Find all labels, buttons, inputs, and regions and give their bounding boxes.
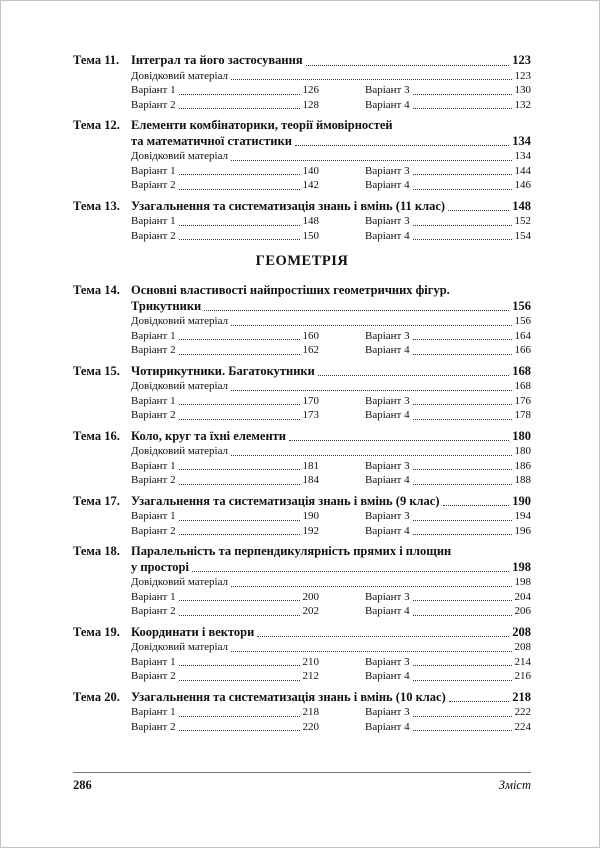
variant-entry bbox=[131, 655, 319, 670]
dot-leader bbox=[179, 509, 300, 521]
variant-label: Варіант 4 bbox=[365, 720, 410, 733]
variant-row bbox=[131, 655, 531, 670]
variant-row bbox=[131, 509, 531, 524]
variant-page-number: 224 bbox=[514, 720, 531, 733]
entry-title-text: Чотирикутники. Багатокутники bbox=[131, 363, 315, 378]
dot-leader bbox=[179, 408, 300, 420]
variant-entry bbox=[365, 164, 531, 179]
variant-page-number: 178 bbox=[514, 409, 531, 421]
variant-label: Варіант 2 bbox=[131, 670, 176, 682]
dot-leader bbox=[449, 690, 510, 703]
reference-page-number: 134 bbox=[514, 150, 531, 162]
entry-theme-label: Тема 20. bbox=[73, 689, 120, 704]
dot-leader bbox=[179, 590, 300, 602]
dot-leader bbox=[318, 364, 509, 377]
reference-row bbox=[131, 379, 531, 394]
variant-label: Варіант 4 bbox=[365, 605, 410, 617]
entry-title-row bbox=[73, 544, 531, 560]
variant-label: Варіант 4 bbox=[365, 409, 410, 421]
variant-page-number: 202 bbox=[302, 605, 319, 617]
variant-entry bbox=[131, 459, 319, 474]
dot-leader bbox=[179, 720, 300, 732]
dot-leader bbox=[231, 69, 511, 81]
variant-entry bbox=[365, 408, 531, 423]
dot-leader bbox=[413, 164, 512, 176]
variant-entry bbox=[131, 229, 319, 244]
variant-label: Варіант 4 bbox=[365, 98, 410, 111]
variant-row bbox=[131, 720, 531, 735]
dot-leader bbox=[231, 379, 511, 391]
variant-entry bbox=[365, 229, 531, 244]
variant-page-number: 132 bbox=[514, 98, 531, 111]
variant-row bbox=[131, 178, 531, 193]
variant-label: Варіант 1 bbox=[131, 706, 176, 718]
dot-leader bbox=[413, 83, 512, 95]
variant-entry bbox=[365, 394, 531, 409]
dot-leader bbox=[231, 575, 511, 587]
reference-page-number: 198 bbox=[514, 576, 531, 588]
variant-entry bbox=[131, 83, 319, 98]
dot-leader bbox=[231, 149, 511, 161]
variant-entry bbox=[131, 214, 319, 229]
variant-label: Варіант 3 bbox=[365, 655, 410, 668]
variant-page-number: 148 bbox=[302, 215, 319, 227]
variant-entry bbox=[365, 590, 531, 605]
entry-title-row bbox=[73, 134, 531, 150]
variant-page-number: 186 bbox=[514, 459, 531, 472]
variant-page-number: 173 bbox=[302, 409, 319, 421]
entry-title-row bbox=[73, 429, 531, 445]
dot-leader bbox=[179, 705, 300, 717]
dot-leader bbox=[413, 655, 512, 667]
variant-row bbox=[131, 214, 531, 229]
dot-leader bbox=[179, 164, 300, 176]
variant-entry bbox=[131, 408, 319, 423]
reference-page-number: 180 bbox=[514, 445, 531, 457]
variant-page-number: 150 bbox=[302, 229, 319, 242]
dot-leader bbox=[413, 394, 512, 406]
dot-leader bbox=[413, 178, 512, 190]
dot-leader bbox=[413, 509, 512, 521]
variant-label: Варіант 4 bbox=[365, 229, 410, 242]
entry-page-number: 123 bbox=[512, 53, 531, 67]
variant-page-number: 181 bbox=[302, 459, 319, 472]
variant-entry bbox=[131, 669, 319, 684]
toc-entry bbox=[73, 544, 531, 619]
dot-leader bbox=[179, 343, 300, 355]
footer-page-number: 286 bbox=[73, 778, 92, 792]
variant-entry bbox=[365, 178, 531, 193]
variant-page-number: 204 bbox=[514, 590, 531, 603]
dot-leader bbox=[179, 83, 300, 95]
variant-page-number: 194 bbox=[514, 510, 531, 522]
dot-leader bbox=[413, 98, 512, 110]
reference-label: Довідковий матеріал bbox=[131, 576, 229, 588]
toc-entry bbox=[73, 429, 531, 488]
variant-entry bbox=[131, 705, 319, 720]
entry-title-text: та математичної статистики bbox=[131, 133, 292, 148]
dot-leader bbox=[257, 625, 509, 638]
entry-page-number: 148 bbox=[512, 198, 531, 213]
toc-entry bbox=[73, 53, 531, 112]
variant-page-number: 200 bbox=[302, 590, 319, 603]
footer-contents-label: Зміст bbox=[498, 778, 531, 792]
variant-entry bbox=[131, 178, 319, 193]
entry-title-text: Узагальнення та систематизація знань і вмінь (10 клас) bbox=[131, 689, 446, 704]
dot-leader bbox=[413, 590, 512, 602]
reference-row bbox=[131, 69, 531, 84]
variant-row bbox=[131, 459, 531, 474]
variant-entry bbox=[131, 509, 319, 524]
variant-label: Варіант 1 bbox=[131, 164, 176, 177]
dot-leader bbox=[179, 178, 300, 190]
dot-leader bbox=[413, 214, 512, 226]
entry-theme-label: Тема 19. bbox=[73, 624, 120, 639]
reference-row bbox=[131, 149, 531, 164]
dot-leader bbox=[179, 655, 300, 667]
variant-label: Варіант 1 bbox=[131, 329, 176, 342]
entry-title-text: Паралельність та перпендикулярність прямих і площин bbox=[131, 544, 452, 558]
entry-title-row bbox=[73, 299, 531, 315]
dot-leader bbox=[231, 314, 511, 326]
variant-row bbox=[131, 604, 531, 619]
variant-label: Варіант 2 bbox=[131, 179, 176, 191]
variant-page-number: 206 bbox=[514, 605, 531, 617]
dot-leader bbox=[179, 229, 300, 241]
variant-row bbox=[131, 473, 531, 488]
toc-entry bbox=[73, 199, 531, 244]
entry-title-text: Інтеграл та його застосування bbox=[131, 53, 303, 67]
variant-label: Варіант 3 bbox=[365, 590, 410, 603]
toc-entry bbox=[73, 494, 531, 539]
entry-page-number: 208 bbox=[512, 624, 531, 639]
dot-leader bbox=[413, 705, 512, 717]
variant-page-number: 196 bbox=[514, 524, 531, 537]
entry-title-text: Основні властивості найпростіших геометричних фігур. bbox=[131, 283, 450, 297]
entry-title-row bbox=[73, 199, 531, 215]
variant-entry bbox=[131, 590, 319, 605]
reference-label: Довідковий матеріал bbox=[131, 380, 229, 392]
entry-title-text: Координати і вектори bbox=[131, 624, 255, 639]
dot-leader bbox=[179, 669, 300, 681]
entry-theme-label: Тема 12. bbox=[73, 118, 120, 132]
variant-label: Варіант 2 bbox=[131, 474, 176, 486]
entry-theme-label: Тема 15. bbox=[73, 363, 120, 378]
variant-label: Варіант 3 bbox=[365, 510, 410, 522]
dot-leader bbox=[179, 329, 300, 341]
variant-page-number: 142 bbox=[302, 179, 319, 191]
entry-theme-label: Тема 11. bbox=[73, 53, 120, 67]
entry-title-row bbox=[73, 118, 531, 134]
entry-page-number: 134 bbox=[512, 133, 531, 148]
variant-entry bbox=[365, 705, 531, 720]
dot-leader bbox=[443, 494, 510, 507]
variant-entry bbox=[365, 473, 531, 488]
variant-label: Варіант 2 bbox=[131, 720, 176, 733]
dot-leader bbox=[413, 604, 512, 616]
variant-row bbox=[131, 229, 531, 244]
entry-title-text: Трикутники bbox=[131, 298, 202, 313]
variant-entry bbox=[365, 669, 531, 684]
variant-page-number: 214 bbox=[514, 655, 531, 668]
variant-page-number: 126 bbox=[302, 84, 319, 96]
variant-label: Варіант 4 bbox=[365, 179, 410, 191]
toc-entry bbox=[73, 625, 531, 684]
section-heading: ГЕОМЕТРІЯ bbox=[255, 253, 349, 269]
variant-page-number: 154 bbox=[514, 229, 531, 242]
reference-row bbox=[131, 314, 531, 329]
variant-entry bbox=[365, 329, 531, 344]
variant-label: Варіант 2 bbox=[131, 409, 176, 421]
variant-page-number: 222 bbox=[514, 706, 531, 718]
entry-title-text: Узагальнення та систематизація знань і вмінь (11 клас) bbox=[131, 198, 446, 213]
variant-label: Варіант 4 bbox=[365, 344, 410, 356]
variant-page-number: 216 bbox=[514, 670, 531, 682]
variant-entry bbox=[365, 509, 531, 524]
variant-entry bbox=[365, 83, 531, 98]
dot-leader bbox=[413, 473, 512, 485]
variant-entry bbox=[365, 214, 531, 229]
dot-leader bbox=[413, 720, 512, 732]
dot-leader bbox=[179, 214, 300, 226]
dot-leader bbox=[295, 134, 509, 147]
table-of-contents bbox=[73, 53, 531, 740]
variant-page-number: 188 bbox=[514, 474, 531, 486]
reference-page-number: 208 bbox=[514, 641, 531, 653]
entry-title-text: Узагальнення та систематизація знань і вмінь (9 клас) bbox=[131, 493, 440, 508]
variant-entry bbox=[365, 524, 531, 539]
variant-label: Варіант 1 bbox=[131, 510, 176, 522]
entry-title-row bbox=[73, 690, 531, 706]
entry-theme-label: Тема 17. bbox=[73, 493, 120, 508]
dot-leader bbox=[179, 98, 300, 110]
entry-title-text: Елементи комбінаторики, теорії ймовірностей bbox=[131, 118, 393, 132]
variant-label: Варіант 2 bbox=[131, 524, 176, 537]
variant-label: Варіант 4 bbox=[365, 670, 410, 682]
dot-leader bbox=[192, 560, 509, 573]
variant-page-number: 146 bbox=[514, 179, 531, 191]
page-footer bbox=[73, 772, 531, 793]
variant-entry bbox=[365, 459, 531, 474]
entry-title-row bbox=[73, 625, 531, 641]
entry-page-number: 156 bbox=[512, 298, 531, 313]
variant-page-number: 152 bbox=[514, 215, 531, 227]
variant-label: Варіант 2 bbox=[131, 229, 176, 242]
variant-label: Варіант 1 bbox=[131, 84, 176, 96]
dot-leader bbox=[413, 669, 512, 681]
reference-page-number: 168 bbox=[514, 380, 531, 392]
variant-entry bbox=[131, 394, 319, 409]
dot-leader bbox=[231, 444, 511, 456]
variant-label: Варіант 4 bbox=[365, 474, 410, 486]
variant-page-number: 170 bbox=[302, 394, 319, 407]
variant-page-number: 128 bbox=[302, 98, 319, 111]
variant-page-number: 220 bbox=[302, 720, 319, 733]
dot-leader bbox=[179, 604, 300, 616]
entry-theme-label: Тема 16. bbox=[73, 428, 120, 443]
variant-label: Варіант 3 bbox=[365, 706, 410, 718]
entry-page-number: 190 bbox=[512, 493, 531, 508]
entry-page-number: 218 bbox=[512, 689, 531, 704]
toc-entry bbox=[73, 118, 531, 193]
variant-label: Варіант 3 bbox=[365, 459, 410, 472]
variant-label: Варіант 1 bbox=[131, 590, 176, 603]
entry-title-row bbox=[73, 494, 531, 510]
variant-page-number: 218 bbox=[302, 706, 319, 718]
entry-title-row bbox=[73, 560, 531, 576]
variant-row bbox=[131, 83, 531, 98]
variant-label: Варіант 3 bbox=[365, 84, 410, 96]
entry-page-number: 180 bbox=[512, 428, 531, 443]
variant-page-number: 130 bbox=[514, 84, 531, 96]
variant-page-number: 190 bbox=[302, 510, 319, 522]
variant-row bbox=[131, 394, 531, 409]
dot-leader bbox=[179, 524, 300, 536]
variant-entry bbox=[131, 604, 319, 619]
dot-leader bbox=[204, 299, 509, 312]
variant-label: Варіант 1 bbox=[131, 459, 176, 472]
reference-row bbox=[131, 640, 531, 655]
variant-entry bbox=[131, 164, 319, 179]
variant-page-number: 166 bbox=[514, 344, 531, 356]
toc-entry bbox=[73, 283, 531, 358]
variant-entry bbox=[131, 98, 319, 113]
entry-theme-label: Тема 13. bbox=[73, 198, 120, 213]
variant-row bbox=[131, 98, 531, 113]
variant-label: Варіант 2 bbox=[131, 344, 176, 356]
entry-theme-label: Тема 18. bbox=[73, 544, 120, 558]
variant-entry bbox=[365, 655, 531, 670]
variant-row bbox=[131, 343, 531, 358]
variant-page-number: 212 bbox=[302, 670, 319, 682]
variant-row bbox=[131, 705, 531, 720]
dot-leader bbox=[179, 459, 300, 471]
reference-row bbox=[131, 575, 531, 590]
reference-label: Довідковий матеріал bbox=[131, 445, 229, 457]
variant-row bbox=[131, 408, 531, 423]
reference-label: Довідковий матеріал bbox=[131, 641, 229, 653]
toc-entry bbox=[73, 690, 531, 735]
entry-page-number: 168 bbox=[512, 363, 531, 378]
dot-leader bbox=[306, 53, 510, 66]
variant-entry bbox=[131, 473, 319, 488]
dot-leader bbox=[413, 459, 512, 471]
variant-page-number: 164 bbox=[514, 329, 531, 342]
dot-leader bbox=[231, 640, 511, 652]
variant-row bbox=[131, 329, 531, 344]
variant-label: Варіант 1 bbox=[131, 394, 176, 407]
dot-leader bbox=[448, 199, 509, 212]
entry-title-row bbox=[73, 53, 531, 69]
variant-entry bbox=[365, 343, 531, 358]
variant-entry bbox=[365, 604, 531, 619]
variant-entry bbox=[365, 720, 531, 735]
variant-label: Варіант 1 bbox=[131, 655, 176, 668]
variant-entry bbox=[131, 720, 319, 735]
variant-label: Варіант 3 bbox=[365, 329, 410, 342]
variant-label: Варіант 2 bbox=[131, 98, 176, 111]
variant-page-number: 160 bbox=[302, 329, 319, 342]
entry-title-row bbox=[73, 283, 531, 299]
dot-leader bbox=[179, 473, 300, 485]
entry-title-text: Коло, круг та їхні елементи bbox=[131, 428, 286, 443]
variant-page-number: 210 bbox=[302, 655, 319, 668]
variant-page-number: 162 bbox=[302, 344, 319, 356]
variant-entry bbox=[131, 343, 319, 358]
variant-entry bbox=[131, 524, 319, 539]
dot-leader bbox=[179, 394, 300, 406]
variant-page-number: 144 bbox=[514, 164, 531, 177]
entry-theme-label: Тема 14. bbox=[73, 283, 120, 297]
reference-label: Довідковий матеріал bbox=[131, 69, 229, 82]
reference-label: Довідковий матеріал bbox=[131, 150, 229, 162]
variant-page-number: 176 bbox=[514, 394, 531, 407]
variant-page-number: 140 bbox=[302, 164, 319, 177]
reference-page-number: 156 bbox=[514, 315, 531, 327]
dot-leader bbox=[289, 429, 509, 442]
toc-entry bbox=[73, 364, 531, 423]
entry-title-text: у просторі bbox=[131, 559, 189, 574]
variant-page-number: 192 bbox=[302, 524, 319, 537]
variant-label: Варіант 1 bbox=[131, 215, 176, 227]
variant-row bbox=[131, 590, 531, 605]
variant-entry bbox=[365, 98, 531, 113]
entry-title-row bbox=[73, 364, 531, 380]
variant-label: Варіант 2 bbox=[131, 605, 176, 617]
dot-leader bbox=[413, 524, 512, 536]
reference-page-number: 123 bbox=[514, 69, 531, 82]
variant-label: Варіант 3 bbox=[365, 164, 410, 177]
variant-label: Варіант 4 bbox=[365, 524, 410, 537]
entry-page-number: 198 bbox=[512, 559, 531, 574]
dot-leader bbox=[413, 229, 512, 241]
variant-entry bbox=[131, 329, 319, 344]
variant-label: Варіант 3 bbox=[365, 215, 410, 227]
variant-row bbox=[131, 669, 531, 684]
dot-leader bbox=[413, 343, 512, 355]
dot-leader bbox=[413, 408, 512, 420]
reference-label: Довідковий матеріал bbox=[131, 315, 229, 327]
variant-row bbox=[131, 164, 531, 179]
variant-page-number: 184 bbox=[302, 474, 319, 486]
reference-row bbox=[131, 444, 531, 459]
variant-label: Варіант 3 bbox=[365, 394, 410, 407]
dot-leader bbox=[413, 329, 512, 341]
variant-row bbox=[131, 524, 531, 539]
